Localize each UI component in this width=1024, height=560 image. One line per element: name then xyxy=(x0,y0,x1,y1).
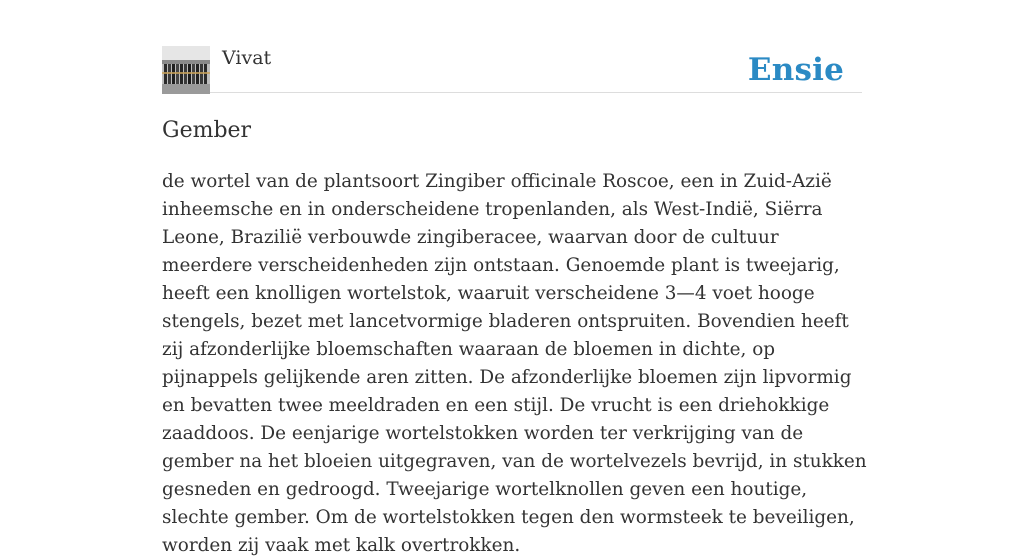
site-logo[interactable]: Ensie xyxy=(747,52,844,88)
page-header xyxy=(162,46,862,93)
author-name[interactable]: Vivat xyxy=(222,47,272,69)
article-body: de wortel van de plantsoort Zingiber officinale Roscoe, een in Zuid-Azië inheemsche en in onderscheidene tropenlanden, als West-Indië, Siërra Leone, Brazilië verbouwde zingiberacee, waarvan door de cultuur meerdere verscheidenheden zijn ontstaan. Genoemde plant is tweejarig, heeft een knolligen wortelstok, waaruit verscheidene 3—4 voet hooge stengels, bezet met lancetvormige bladeren ontspruiten. Bovendien heeft zij afzonderlijke bloemschaften waaraan de bloemen in dichte, op pijnappels gelijkende aren zitten. De afzonderlijke bloemen zijn lipvormig en bevatten twee meeldraden en een stijl. De vrucht is een driehokkige zaaddoos. De eenjarige wortelstokken worden ter verkrijging van de gember na het bloeien uitgegraven, van de wortelvezels bevrijd, in stukken gesneden en gedroogd. Tweejarige wortelknollen geven een houtige, slechte gember. Om de wortelstokken tegen den wormsteek te beveiligen, worden zij vaak met kalk overtrokken. xyxy=(162,171,867,556)
article-title: Gember xyxy=(162,118,252,143)
author-avatar[interactable] xyxy=(162,46,210,94)
books-avatar-icon xyxy=(162,46,210,94)
